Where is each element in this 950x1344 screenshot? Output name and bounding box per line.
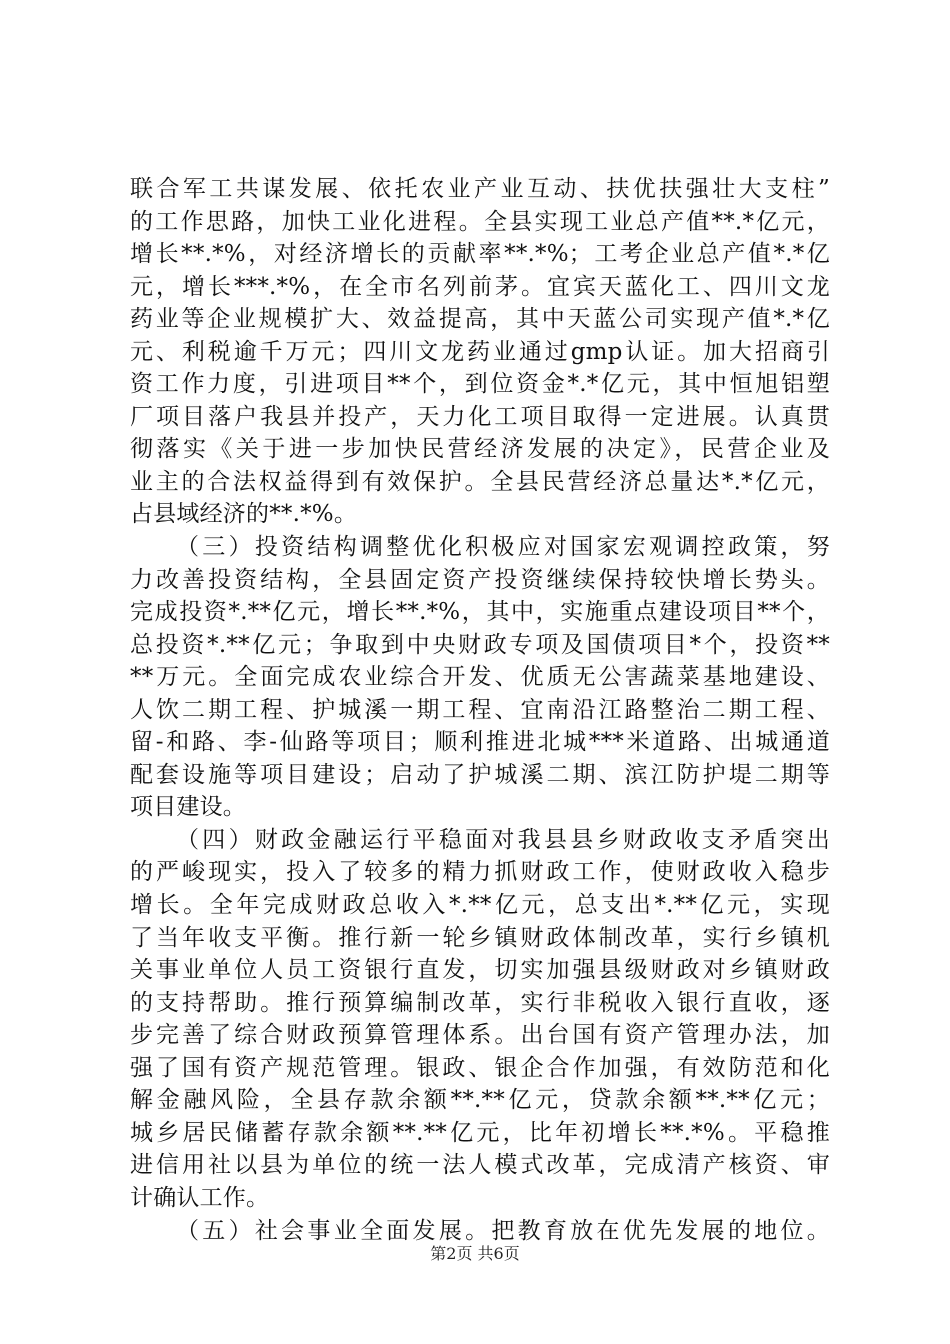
text-line: 的工作思路，加快工业化进程。全县实现工业总产值**.*亿元， — [130, 208, 830, 235]
text-line: 完成投资*.**亿元，增长**.*%，其中，实施重点建设项目**个， — [130, 599, 830, 626]
text-line: 药业等企业规模扩大、效益提高，其中天蓝公司实现产值*.*亿 — [130, 306, 830, 333]
text-line: 的支持帮助。推行预算编制改革，实行非税收入银行直收，逐 — [130, 989, 830, 1016]
text-line: 人饮二期工程、护城溪一期工程、宜南沿江路整治二期工程、 — [130, 696, 830, 723]
text-line: 增长**.*%，对经济增长的贡献率**.*%；工考企业总产值*.*亿 — [130, 241, 830, 268]
text-line: 资工作力度，引进项目**个，到位资金*.*亿元，其中恒旭铝塑 — [130, 371, 830, 398]
page-footer: 第2页 共6页 — [430, 1244, 520, 1263]
text-line: 彻落实《关于进一步加快民营经济发展的决定》，民营企业及 — [130, 436, 830, 463]
section-heading-line: （三）投资结构调整优化积极应对国家宏观调控政策，努 — [176, 534, 830, 561]
text-line: 计确认工作。 — [130, 1184, 270, 1211]
text-line: 增长。全年完成财政总收入*.**亿元，总支出*.**亿元，实现 — [130, 892, 830, 919]
text-line: 配套设施等项目建设；启动了护城溪二期、滨江防护堤二期等 — [130, 761, 830, 788]
text-line: **万元。全面完成农业综合开发、优质无公害蔬菜基地建设、 — [130, 664, 830, 691]
text-line: 进信用社以县为单位的统一法人模式改革，完成清产核资、审 — [130, 1152, 830, 1179]
text-line: 的严峻现实，投入了较多的精力抓财政工作，使财政收入稳步 — [130, 859, 830, 886]
text-line: 占县域经济的**.*%。 — [130, 501, 358, 528]
text-line: 力改善投资结构，全县固定资产投资继续保持较快增长势头。 — [130, 566, 830, 593]
text-line: 联合军工共谋发展、依托农业产业互动、扶优扶强壮大支柱” — [130, 176, 830, 202]
section-heading-line: （五）社会事业全面发展。把教育放在优先发展的地位。 — [176, 1217, 830, 1244]
text-line: 项目建设。 — [130, 794, 246, 821]
text-line: 了当年收支平衡。推行新一轮乡镇财政体制改革，实行乡镇机 — [130, 924, 830, 951]
text-line: 元、利税逾千万元；四川文龙药业通过gmp认证。加大招商引 — [130, 338, 830, 365]
text-line: 关事业单位人员工资银行直发，切实加强县级财政对乡镇财政 — [130, 957, 830, 984]
section-heading-line: （四）财政金融运行平稳面对我县县乡财政收支矛盾突出 — [176, 826, 830, 853]
text-line: 解金融风险，全县存款余额**.**亿元，贷款余额**.**亿元； — [130, 1087, 830, 1114]
text-line: 业主的合法权益得到有效保护。全县民营经济总量达*.*亿元， — [130, 468, 830, 495]
text-line: 总投资*.**亿元；争取到中央财政专项及国债项目*个，投资** — [130, 631, 830, 658]
text-line: 步完善了综合财政预算管理体系。出台国有资产管理办法，加 — [130, 1022, 830, 1049]
text-line: 厂项目落户我县并投产，天力化工项目取得一定进展。认真贯 — [130, 403, 830, 430]
text-line: 元，增长***.*%，在全市名列前茅。宜宾天蓝化工、四川文龙 — [130, 273, 830, 300]
text-line: 留-和路、李-仙路等项目；顺利推进北城***米道路、出城通道 — [130, 729, 830, 756]
document-body — [130, 173, 830, 1247]
text-line: 城乡居民储蓄存款余额**.**亿元，比年初增长**.*%。平稳推 — [130, 1119, 830, 1146]
text-line: 强了国有资产规范管理。银政、银企合作加强，有效防范和化 — [130, 1054, 830, 1081]
